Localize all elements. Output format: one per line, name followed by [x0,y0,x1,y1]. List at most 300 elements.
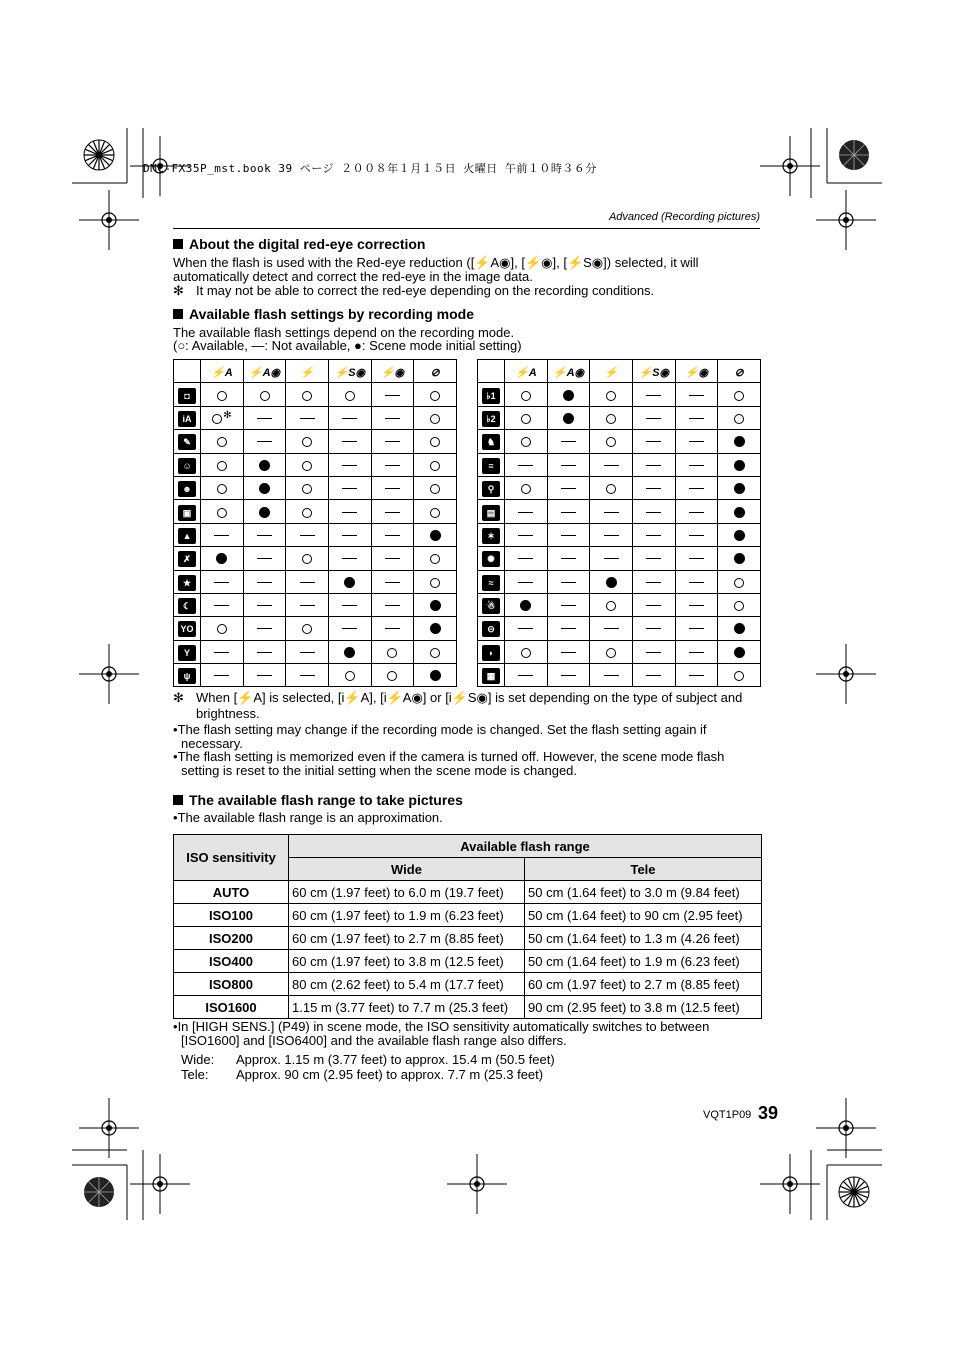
not-available-dash-icon [604,675,619,676]
mode-icon-cell [174,453,201,476]
flash-cell [201,617,244,640]
flash-cell [590,570,633,593]
circle-icon [260,391,270,401]
flash-cell [675,617,718,640]
available-mark [302,387,312,403]
initial-setting-dot-icon [216,553,227,564]
available-mark [606,644,616,660]
flash-range-table [173,834,762,1019]
square-bullet-icon [173,795,183,805]
available-mark [734,667,744,683]
circle-icon [734,414,744,424]
left-row [174,453,457,476]
not-available-dash-icon [689,418,704,419]
not-available-dash-icon [646,418,661,419]
flash-cell [505,664,548,687]
flash-cell [371,570,414,593]
model-code: VQT1P09 [703,1109,752,1121]
flash-cell [718,523,761,546]
flash-mode-icon: ⊘ [430,367,440,380]
mode-icon-cell [478,453,505,476]
flash-cell [329,453,372,476]
circle-icon [302,437,312,447]
mode-icon-cell [174,593,201,616]
mode-icon-cell [478,547,505,570]
mode-icon-cell [478,406,505,429]
available-mark [734,410,744,426]
flash-settings-legend: (○: Available, —: Not available, ●: Scene mode initial setting) [173,338,522,353]
flash-cell [547,500,590,523]
available-mark [734,574,744,590]
flash-cell [675,383,718,406]
not-available-dash-icon [342,418,357,419]
high-sens-bullet: •In [HIGH SENS.] (P49) in scene mode, the ISO sensitivity automatically switches to between [ISO1600] and [ISO6400] and the available flash range also differs. [173,1019,710,1048]
flash-cell [286,570,329,593]
tele-approx-value: Approx. 90 cm (2.95 feet) to approx. 7.7 m (25.3 feet) [236,1067,544,1082]
available-mark [430,433,440,449]
mode-icon-cell [174,570,201,593]
right-row [478,664,761,687]
flash-cell [371,523,414,546]
flash-cell [243,453,286,476]
flash-cell [329,640,372,663]
flash-mode-icon: ⚡◉ [684,367,709,380]
mode-icon-cell [478,617,505,640]
initial-setting-dot-icon [430,670,441,681]
not-available-dash-icon [300,605,315,606]
flash-cell [505,523,548,546]
circle-icon [734,671,744,681]
flash-cell [371,430,414,453]
left-row [174,383,457,406]
flash-cell [414,547,457,570]
flash-mode-icon: ⚡A◉ [552,367,585,380]
not-available-dash-icon [300,675,315,676]
circle-icon [217,624,227,634]
available-mark [734,387,744,403]
col-header-1 [243,360,286,383]
page-number: 39 [758,1103,779,1123]
col-header-0 [201,360,244,383]
flash-cell [633,547,676,570]
flash-cell [633,664,676,687]
flash-cell [201,500,244,523]
redeye-heading-text: About the digital red-eye correction [189,236,426,252]
available-mark [302,504,312,520]
table-row [174,996,762,1019]
flash-mode-icon: ⚡A◉ [248,367,281,380]
not-available-dash-icon [300,652,315,653]
flash-cell [547,547,590,570]
not-available-dash-icon [257,418,272,419]
circle-icon [430,578,440,588]
redeye-note-text: It may not be able to correct the red-eye depending on the recording conditions. [196,283,655,298]
not-available-dash-icon [214,535,229,536]
available-mark [217,504,227,520]
iso-cell: AUTO [174,881,289,904]
iso-cell: ISO800 [174,973,289,996]
flash-cell [329,593,372,616]
not-available-dash-icon [646,535,661,536]
soft-skin-icon: ☻ [178,481,196,497]
available-mark [212,410,231,426]
not-available-dash-icon [604,512,619,513]
circle-icon [217,461,227,471]
available-mark [302,433,312,449]
flash-mode-icon: ⚡S◉ [638,367,670,380]
col-header-tele: Tele [525,858,762,881]
circle-icon [734,578,744,588]
circle-icon [734,601,744,611]
circle-icon [302,484,312,494]
not-available-dash-icon [342,441,357,442]
wide-range-cell: 60 cm (1.97 feet) to 3.8 m (12.5 feet) [289,950,525,973]
col-header-4 [675,360,718,383]
flash-cell [286,664,329,687]
flash-settings-table-left [173,359,457,687]
flash-cell [633,430,676,453]
available-mark [521,387,531,403]
not-available-dash-icon [342,488,357,489]
flash-cell [371,593,414,616]
flash-cell [243,500,286,523]
flash-cell [329,500,372,523]
not-available-dash-icon [342,605,357,606]
flash-cell [505,430,548,453]
right-row [478,383,761,406]
circle-icon [606,391,616,401]
initial-setting-dot-icon [734,436,745,447]
asterisk-mark: ✻ [223,409,232,421]
not-available-dash-icon [385,605,400,606]
flash-cell [675,547,718,570]
initial-setting-dot-icon [606,577,617,588]
not-available-dash-icon [646,558,661,559]
not-available-dash-icon [646,441,661,442]
flash-cell [590,617,633,640]
flash-cell [633,500,676,523]
available-mark [521,410,531,426]
flash-cell [201,476,244,499]
flash-cell [505,547,548,570]
flash-cell [675,500,718,523]
flash-settings-table-right [477,359,761,687]
flash-cell [286,383,329,406]
circle-icon [606,437,616,447]
not-available-dash-icon [561,582,576,583]
mode-icon-cell [174,617,201,640]
circle-icon [521,648,531,658]
col-header-iso: ISO sensitivity [174,835,289,881]
flash-cell [414,476,457,499]
flash-cell [547,664,590,687]
not-available-dash-icon [342,628,357,629]
flash-settings-bullet-2: •The flash setting is memorized even if the camera is turned off. However, the scene mode flash setting is reset to the initial setting when the scene mode is changed. [173,749,725,778]
flash-cell [371,453,414,476]
flash-cell [201,593,244,616]
flash-cell [329,406,372,429]
flash-cell [201,570,244,593]
flash-cell [371,547,414,570]
flash-mode-icon: ⊘ [734,367,744,380]
flash-cell [675,406,718,429]
not-available-dash-icon [646,465,661,466]
flash-cell [633,593,676,616]
table-row [174,904,762,927]
circle-icon [387,648,397,658]
flash-cell [718,500,761,523]
wide-approx-value: Approx. 1.15 m (3.77 feet) to approx. 15.4 m (50.5 feet) [236,1052,555,1067]
burst-icon: ▤ [482,505,500,521]
flash-cell [243,617,286,640]
available-mark [260,387,270,403]
circle-icon [302,391,312,401]
right-row [478,453,761,476]
tele-range-cell: 50 cm (1.64 feet) to 90 cm (2.95 feet) [525,904,762,927]
wide-range-cell: 60 cm (1.97 feet) to 1.9 m (6.23 feet) [289,904,525,927]
flash-cell [201,430,244,453]
mode-icon-cell [174,476,201,499]
section-tag: Advanced (Recording pictures) [608,211,760,223]
table-row [174,881,762,904]
flash-cell [286,547,329,570]
right-row [478,476,761,499]
col-header-available-range: Available flash range [289,835,762,858]
flash-cell [718,547,761,570]
right-row [478,430,761,453]
candle-light-icon: ψ [178,668,196,684]
circle-icon [212,414,222,424]
mode-icon-cell [174,383,201,406]
flash-cell [547,570,590,593]
available-mark [345,387,355,403]
circle-icon [430,554,440,564]
col-header-3 [633,360,676,383]
flash-cell [590,383,633,406]
not-available-dash-icon [561,628,576,629]
right-row [478,523,761,546]
flash-cell [371,500,414,523]
flash-cell [243,640,286,663]
flash-cell [201,547,244,570]
not-available-dash-icon [689,488,704,489]
fireworks-icon: ✺ [482,551,500,567]
left-row [174,617,457,640]
bullet-text: The flash setting is memorized even if the camera is turned off. However, the scene mode flash setting is reset to the initial setting when the scene mode is changed. [177,749,725,778]
right-row [478,570,761,593]
initial-setting-dot-icon [734,647,745,658]
flash-cell [718,406,761,429]
mode-icon-cell [174,640,201,663]
flash-cell [329,664,372,687]
available-mark [430,480,440,496]
flash-cell [371,640,414,663]
not-available-dash-icon [689,512,704,513]
circle-icon [606,484,616,494]
mode-icon-cell [174,547,201,570]
flash-cell [590,476,633,499]
available-mark [430,550,440,566]
flash-cell [505,570,548,593]
not-available-dash-icon [561,675,576,676]
not-available-dash-icon [604,628,619,629]
circle-icon [217,391,227,401]
left-row [174,570,457,593]
not-available-dash-icon [689,535,704,536]
asterisk-mark: ✻ [173,283,184,298]
available-mark [430,410,440,426]
header-rule [173,228,760,229]
left-row [174,593,457,616]
not-available-dash-icon [385,465,400,466]
left-row [174,406,457,429]
mode-icon-cell [478,664,505,687]
night-portrait-icon: ★ [178,575,196,591]
flash-cell [718,383,761,406]
print-header: DMC-FX35P_mst.book 39 ページ ２００８年１月１５日 火曜日 午前１０時３６分 [143,162,597,175]
flash-cell [590,664,633,687]
not-available-dash-icon [646,605,661,606]
flash-cell [590,523,633,546]
flash-cell [201,383,244,406]
not-available-dash-icon [257,628,272,629]
available-mark [430,504,440,520]
initial-setting-dot-icon [430,600,441,611]
available-mark [430,457,440,473]
flash-cell [547,383,590,406]
not-available-dash-icon [257,441,272,442]
col-header-wide: Wide [289,858,525,881]
flash-cell [243,593,286,616]
available-mark [302,550,312,566]
not-available-dash-icon [300,418,315,419]
not-available-dash-icon [561,488,576,489]
flash-cell [201,523,244,546]
flash-cell [286,640,329,663]
flash-cell [590,406,633,429]
flash-cell [633,476,676,499]
flash-cell [243,406,286,429]
bullet-text: In [HIGH SENS.] (P49) in scene mode, the ISO sensitivity automatically switches to between [ISO1600] and [ISO6400] and the available flash range also differs. [177,1019,710,1048]
flash-cell [633,383,676,406]
flash-range-intro: •The available flash range is an approximation. [173,810,443,825]
not-available-dash-icon [689,558,704,559]
not-available-dash-icon [257,558,272,559]
tele-range-cell: 90 cm (2.95 feet) to 3.8 m (12.5 feet) [525,996,762,1019]
not-available-dash-icon [518,558,533,559]
initial-setting-dot-icon [563,413,574,424]
flash-cell [633,453,676,476]
not-available-dash-icon [646,488,661,489]
tele-range-cell: 50 cm (1.64 feet) to 3.0 m (9.84 feet) [525,881,762,904]
not-available-dash-icon [646,512,661,513]
flash-cell [718,453,761,476]
circle-icon [430,414,440,424]
circle-icon [521,437,531,447]
not-available-dash-icon [561,465,576,466]
flash-cell [286,430,329,453]
flash-cell [590,500,633,523]
right-row [478,617,761,640]
circle-icon [521,484,531,494]
flash-cell [371,383,414,406]
mode-icon-cell [478,476,505,499]
flash-cell [675,476,718,499]
night-scenery-icon: ☾ [178,598,196,614]
table-row [174,927,762,950]
initial-setting-dot-icon [734,530,745,541]
mode-icon-cell [174,523,201,546]
flash-mode-icon: ⚡ [300,367,315,380]
circle-icon [734,391,744,401]
film-icon: ▦ [482,668,500,684]
high-sens-icon: ⚲ [482,481,500,497]
not-available-dash-icon [385,535,400,536]
not-available-dash-icon [561,652,576,653]
not-available-dash-icon [561,512,576,513]
col-header-2 [286,360,329,383]
available-mark [387,667,397,683]
flash-cell [329,570,372,593]
flash-cell [505,383,548,406]
iso-cell: ISO400 [174,950,289,973]
tele-approx-label: Tele: [181,1067,209,1082]
available-mark [521,644,531,660]
available-mark [606,433,616,449]
flash-cell [505,476,548,499]
available-mark [734,597,744,613]
flash-cell [718,430,761,453]
not-available-dash-icon [561,441,576,442]
wide-range-cell: 80 cm (2.62 feet) to 5.4 m (17.7 feet) [289,973,525,996]
not-available-dash-icon [646,675,661,676]
initial-setting-dot-icon [259,507,270,518]
col-header-4 [371,360,414,383]
redeye-heading [173,236,425,252]
flash-cell [286,523,329,546]
not-available-dash-icon [646,395,661,396]
right-row [478,500,761,523]
table-row [174,950,762,973]
initial-setting-dot-icon [259,460,270,471]
available-mark [430,644,440,660]
flash-cell [329,547,372,570]
circle-icon [430,484,440,494]
square-bullet-icon [173,239,183,249]
self-portrait-icon: ▣ [178,505,196,521]
circle-icon [302,624,312,634]
flash-mode-icon: ⚡A [515,367,537,380]
flash-settings-intro: The available flash settings depend on the recording mode. [173,325,515,340]
circle-icon [387,671,397,681]
circle-icon [217,508,227,518]
flash-mode-icon: ⚡◉ [380,367,405,380]
flash-cell [243,383,286,406]
circle-icon [217,437,227,447]
not-available-dash-icon [385,582,400,583]
flash-mode-icon: ⚡S◉ [334,367,366,380]
food-icon: YO [178,621,196,637]
mode-icon-cell [478,640,505,663]
portrait-icon: ☺ [178,458,196,474]
not-available-dash-icon [214,652,229,653]
not-available-dash-icon [646,628,661,629]
col-header-1 [547,360,590,383]
flash-cell [718,640,761,663]
not-available-dash-icon [518,512,533,513]
square-bullet-icon [173,309,183,319]
starry-sky-icon: ✶ [482,528,500,544]
